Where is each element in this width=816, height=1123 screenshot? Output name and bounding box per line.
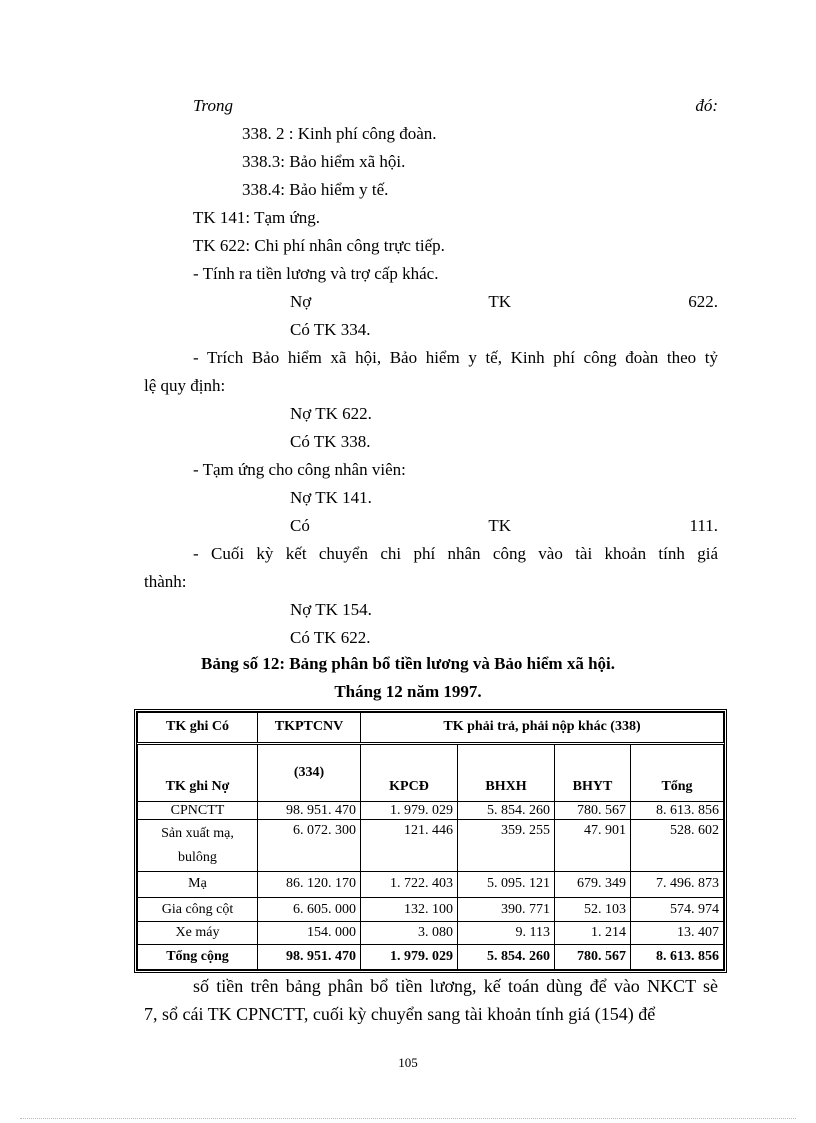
total-kpcd: 1. 979. 029 <box>361 945 458 970</box>
header-tkptcnv: TKPTCNV <box>258 713 361 744</box>
line-tk141: TK 141: Tạm ứng. <box>193 208 320 227</box>
after-table-line-1: số tiền trên bảng phân bổ tiền lương, kế toán dùng để vào NKCT sè <box>193 976 718 996</box>
line-338-4: 338.4: Bảo hiểm y tế. <box>242 180 389 199</box>
table-subcaption: Tháng 12 năm 1997. <box>334 682 482 701</box>
header-tk-co: TK ghi Có <box>138 713 258 744</box>
header-tk-no: TK ghi Nợ <box>138 743 258 801</box>
table-row <box>138 871 724 897</box>
co-word: Có <box>290 516 310 535</box>
total-334: 98. 951. 470 <box>258 945 361 970</box>
cell-tong: 13. 407 <box>631 922 724 945</box>
row-label: Sản xuất mạ, bulông <box>138 820 258 872</box>
total-bhxh: 5. 854. 260 <box>458 945 555 970</box>
trong-do-line <box>193 95 718 117</box>
cell-334: 86. 120. 170 <box>258 871 361 897</box>
no-word: Nợ <box>290 292 312 311</box>
cell-334: 6. 605. 000 <box>258 897 361 922</box>
line-co-334: Có TK 334. <box>290 320 371 339</box>
cell-bhxh: 5. 854. 260 <box>458 801 555 820</box>
cell-kpcd: 1. 722. 403 <box>361 871 458 897</box>
cell-334: 154. 000 <box>258 922 361 945</box>
num-622: 622. <box>688 292 718 311</box>
cell-bhxh: 9. 113 <box>458 922 555 945</box>
cell-tong: 528. 602 <box>631 820 724 872</box>
cell-kpcd: 3. 080 <box>361 922 458 945</box>
cell-bhyt: 780. 567 <box>555 801 631 820</box>
cell-bhyt: 52. 103 <box>555 897 631 922</box>
cell-bhxh: 359. 255 <box>458 820 555 872</box>
after-table-line-2: 7, sổ cái TK CPNCTT, cuối kỳ chuyển sang tài khoản tính giá (154) để <box>144 1004 656 1024</box>
line-le-quy-dinh: lệ quy định: <box>144 376 226 395</box>
total-row <box>138 945 724 970</box>
line-no-622-b: Nợ TK 622. <box>290 404 372 423</box>
line-trich: - Trích Bảo hiểm xã hội, Bảo hiểm y tế, Kinh phí công đoàn theo tỷ <box>193 348 718 367</box>
table-row <box>138 801 724 820</box>
table-row <box>138 820 724 872</box>
header-334: (334) <box>258 743 361 801</box>
cell-kpcd: 132. 100 <box>361 897 458 922</box>
cell-tong: 7. 496. 873 <box>631 871 724 897</box>
row-label: Mạ <box>138 871 258 897</box>
trong-word: Trong <box>193 96 234 115</box>
line-tam-ung: - Tạm ứng cho công nhân viên: <box>193 460 406 479</box>
total-label: Tổng cộng <box>138 945 258 970</box>
row-label: Xe máy <box>138 922 258 945</box>
cell-334: 6. 072. 300 <box>258 820 361 872</box>
line-no-622 <box>290 291 718 313</box>
tk-word: TK <box>488 292 512 311</box>
header-bhxh: BHXH <box>458 743 555 801</box>
table-row <box>138 897 724 922</box>
header-bhyt: BHYT <box>555 743 631 801</box>
row-label: Gia công cột <box>138 897 258 922</box>
page-number: 105 <box>398 1055 418 1070</box>
cell-bhxh: 390. 771 <box>458 897 555 922</box>
cell-tong: 574. 974 <box>631 897 724 922</box>
cell-bhxh: 5. 095. 121 <box>458 871 555 897</box>
cell-334: 98. 951. 470 <box>258 801 361 820</box>
header-tong: Tổng <box>631 743 724 801</box>
total-bhyt: 780. 567 <box>555 945 631 970</box>
num-111: 111. <box>689 516 718 535</box>
line-cuoi-ky: - Cuối kỳ kết chuyển chi phí nhân công vào tài khoản tính giá <box>193 544 718 563</box>
tk-word-b: TK <box>488 516 511 535</box>
cell-kpcd: 121. 446 <box>361 820 458 872</box>
page-footer-border <box>20 1118 796 1119</box>
header-kpcd: KPCĐ <box>361 743 458 801</box>
row-label: CPNCTT <box>138 801 258 820</box>
cell-kpcd: 1. 979. 029 <box>361 801 458 820</box>
do-word: đó: <box>695 96 718 115</box>
line-thanh: thành: <box>144 572 187 591</box>
cell-bhyt: 1. 214 <box>555 922 631 945</box>
line-tk622: TK 622: Chi phí nhân công trực tiếp. <box>193 236 445 255</box>
total-tong: 8. 613. 856 <box>631 945 724 970</box>
cell-bhyt: 679. 349 <box>555 871 631 897</box>
line-co-622: Có TK 622. <box>290 628 371 647</box>
line-no-141: Nợ TK 141. <box>290 488 372 507</box>
cell-tong: 8. 613. 856 <box>631 801 724 820</box>
cell-bhyt: 47. 901 <box>555 820 631 872</box>
line-co-338: Có TK 338. <box>290 432 371 451</box>
header-338: TK phải trả, phải nộp khác (338) <box>361 713 724 744</box>
line-338-3: 338.3: Bảo hiểm xã hội. <box>242 152 406 171</box>
line-no-154: Nợ TK 154. <box>290 600 372 619</box>
table-caption: Bảng số 12: Bảng phân bổ tiền lương và Bảo hiểm xã hội. <box>200 654 615 673</box>
line-co-111 <box>290 515 718 537</box>
line-338-2: 338. 2 : Kinh phí công đoàn. <box>242 124 437 143</box>
line-tinh-ra: - Tính ra tiền lương và trợ cấp khác. <box>193 264 439 283</box>
table-row <box>138 922 724 945</box>
allocation-table <box>134 709 727 973</box>
